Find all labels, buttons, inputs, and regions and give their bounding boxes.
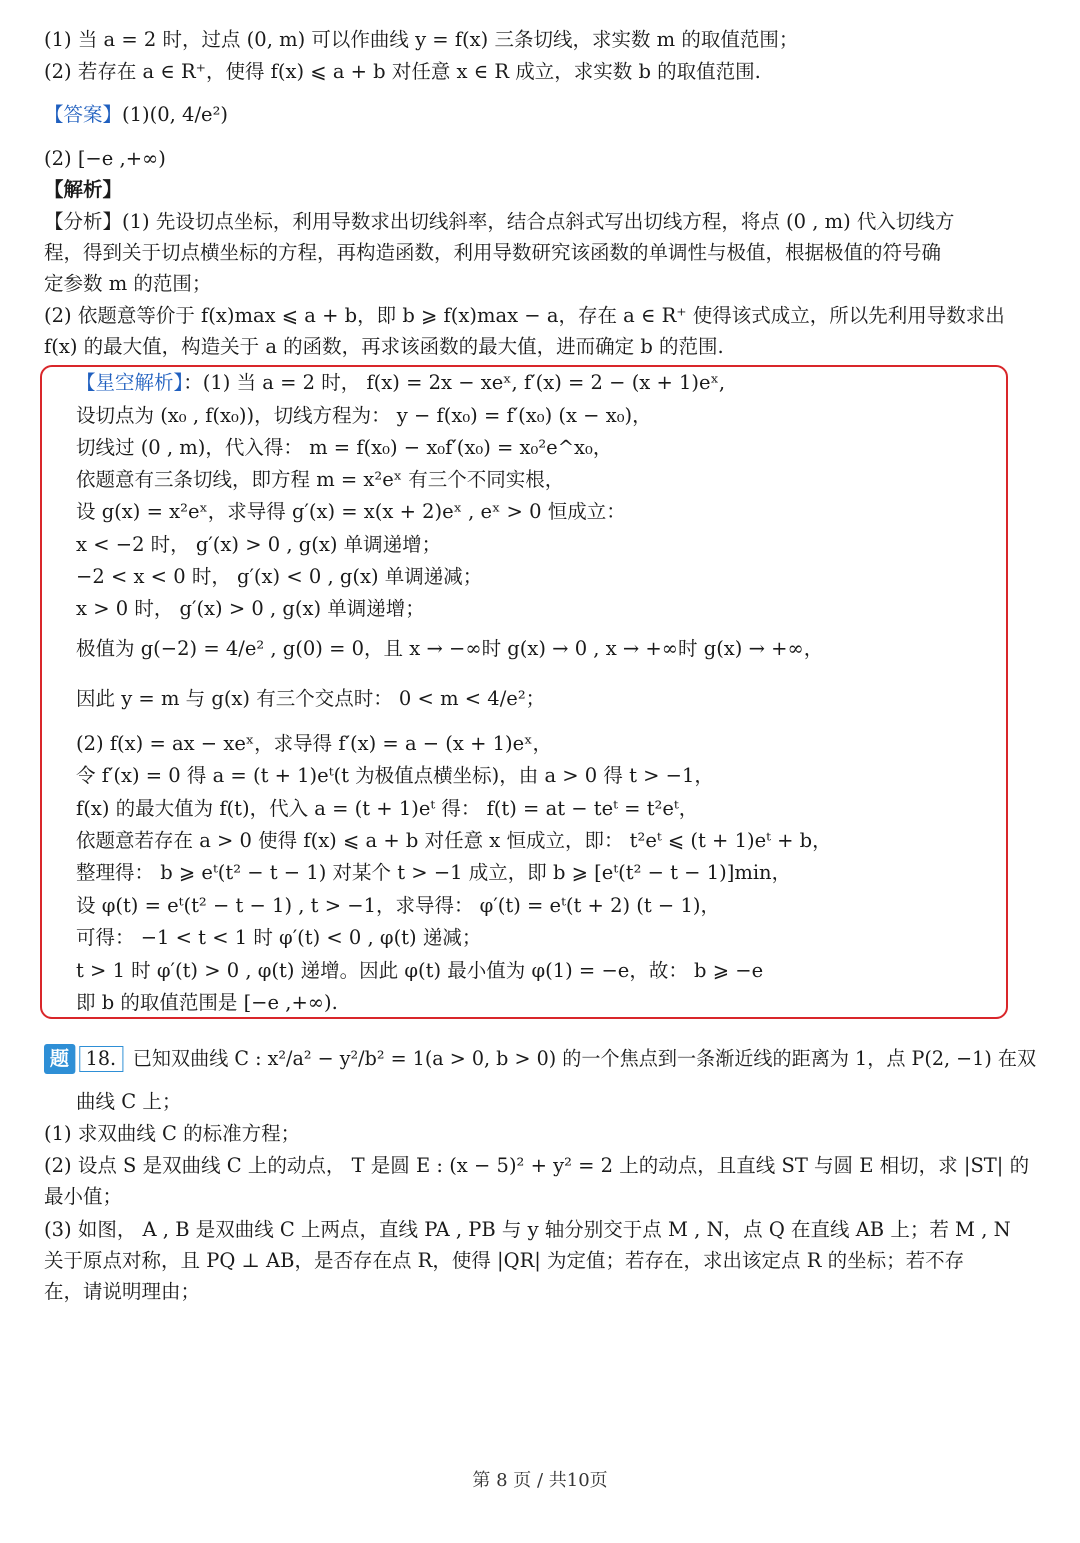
fenxi-line-3: 定参数 m 的范围；	[44, 272, 212, 295]
fenxi-line-2: 程，得到关于切点横坐标的方程，再构造函数，利用导数研究该函数的单调性与极值，根据极值的符号确	[44, 241, 942, 264]
question-tag: 题	[44, 1044, 75, 1074]
fenxi-line-4: (2) 依题意等价于 f(x)max ⩽ a + b，即 b ⩾ f(x)max − a，存在 a ∈ R⁺ 使得该式成立，所以先利用导数求出	[44, 304, 1005, 327]
xingkong-line-5: x < −2 时， g′(x) > 0 , g(x) 单调递增；	[76, 533, 442, 556]
xingkong-line-0	[76, 368, 725, 398]
fenxi-line-5: f(x) 的最大值，构造关于 a 的函数，再求该函数的最大值，进而确定 b 的范围.	[44, 335, 724, 358]
xingkong-text-0: ：(1) 当 a = 2 时， f(x) = 2x − xeˣ, f′(x) = 2 − (x + 1)eˣ,	[183, 371, 726, 394]
xingkong-line-16: 可得： −1 < t < 1 时 φ′(t) < 0 , φ(t) 递减；	[76, 926, 482, 949]
page-footer: 第 8 页 / 共10页	[472, 1470, 608, 1491]
xingkong-line-1: 设切点为 (x₀ , f(x₀))，切线方程为： y − f(x₀) = f′(x₀) (x − x₀)，	[76, 404, 652, 427]
xingkong-line-2: 切线过 (0 , m)，代入得： m = f(x₀) − x₀f′(x₀) = x₀²e^x₀，	[76, 436, 613, 459]
fenxi-line-1: 【分析】(1) 先设切点坐标，利用导数求出切线斜率，结合点斜式写出切线方程，将点 (0 , m) 代入切线方	[44, 210, 955, 233]
xingkong-line-11: 令 f′(x) = 0 得 a = (t + 1)eᵗ(t 为极值点横坐标)，由 a > 0 得 t > −1，	[76, 764, 714, 787]
xingkong-line-17: t > 1 时 φ′(t) > 0 , φ(t) 递增。因此 φ(t) 最小值为 φ(1) = −e，故： b ⩾ −e	[76, 959, 764, 982]
q18-part2-b: 最小值；	[44, 1185, 123, 1208]
xingkong-line-14: 整理得： b ⩾ eᵗ(t² − t − 1) 对某个 t > −1 成立，即 b ⩾ [eᵗ(t² − t − 1)]min，	[76, 861, 792, 884]
answer-2: (2) [−e ,+∞)	[44, 147, 166, 170]
xingkong-line-8: 极值为 g(−2) = 4/e² , g(0) = 0，且 x → −∞时 g(x) → 0 , x → +∞时 g(x) → +∞，	[76, 637, 824, 660]
q18-part3-b: 关于原点对称，且 PQ ⊥ AB，是否存在点 R，使得 |QR| 为定值；若存在，求出该定点 R 的坐标；若不存	[44, 1249, 965, 1272]
q18-part1: (1) 求双曲线 C 的标准方程；	[44, 1122, 301, 1145]
q17-part1: (1) 当 a = 2 时，过点 (0, m) 可以作曲线 y = f(x) 三条切线，求实数 m 的取值范围；	[44, 28, 799, 51]
xingkong-label: 【星空解析】	[76, 371, 184, 394]
answer-1: (1)(0, 4/e²)	[122, 103, 228, 126]
xingkong-line-3: 依题意有三条切线，即方程 m = x²eˣ 有三个不同实根，	[76, 468, 565, 491]
xingkong-line-15: 设 φ(t) = eᵗ(t² − t − 1) , t > −1，求导得： φ′(t) = eᵗ(t + 2) (t − 1)，	[76, 894, 720, 917]
q18-stem-2: 曲线 C 上；	[76, 1090, 182, 1113]
xingkong-line-7: x > 0 时， g′(x) > 0 , g(x) 单调递增；	[76, 597, 425, 620]
q18-stem-line1	[44, 1044, 1036, 1074]
q18-part3-a: (3) 如图， A , B 是双曲线 C 上两点，直线 PA , PB 与 y 轴分别交于点 M , N，点 Q 在直线 AB 上；若 M , N	[44, 1218, 1011, 1241]
xingkong-line-13: 依题意若存在 a > 0 使得 f(x) ⩽ a + b 对任意 x 恒成立，即： t²eᵗ ⩽ (t + 1)eᵗ + b，	[76, 829, 832, 852]
q17-part2: (2) 若存在 a ∈ R⁺，使得 f(x) ⩽ a + b 对任意 x ∈ R 成立，求实数 b 的取值范围.	[44, 60, 761, 83]
xingkong-line-4: 设 g(x) = x²eˣ，求导得 g′(x) = x(x + 2)eˣ , eˣ > 0 恒成立：	[76, 500, 626, 523]
jiexi-label: 【解析】	[44, 178, 123, 201]
q18-part3-c: 在，请说明理由；	[44, 1280, 201, 1303]
xingkong-line-10: (2) f(x) = ax − xeˣ，求导得 f′(x) = a − (x + 1)eˣ，	[76, 732, 552, 755]
xingkong-line-12: f(x) 的最大值为 f(t)，代入 a = (t + 1)eᵗ 得： f(t) = at − teᵗ = t²eᵗ，	[76, 797, 699, 820]
xingkong-line-18: 即 b 的取值范围是 [−e ,+∞).	[76, 991, 338, 1014]
answer-label: 【答案】	[44, 103, 123, 126]
xingkong-line-9: 因此 y = m 与 g(x) 有三个交点时： 0 < m < 4/e²；	[76, 687, 546, 710]
question-number: 18.	[79, 1046, 123, 1072]
answer-line1	[44, 100, 228, 130]
q18-stem-1: 已知双曲线 C : x²/a² − y²/b² = 1(a > 0, b > 0) 的一个焦点到一条渐近线的距离为 1，点 P(2, −1) 在双	[132, 1047, 1037, 1070]
xingkong-line-6: −2 < x < 0 时， g′(x) < 0 , g(x) 单调递减；	[76, 565, 483, 588]
q18-part2-a: (2) 设点 S 是双曲线 C 上的动点， T 是圆 E : (x − 5)² + y² = 2 上的动点，且直线 ST 与圆 E 相切，求 |ST| 的	[44, 1154, 1030, 1177]
